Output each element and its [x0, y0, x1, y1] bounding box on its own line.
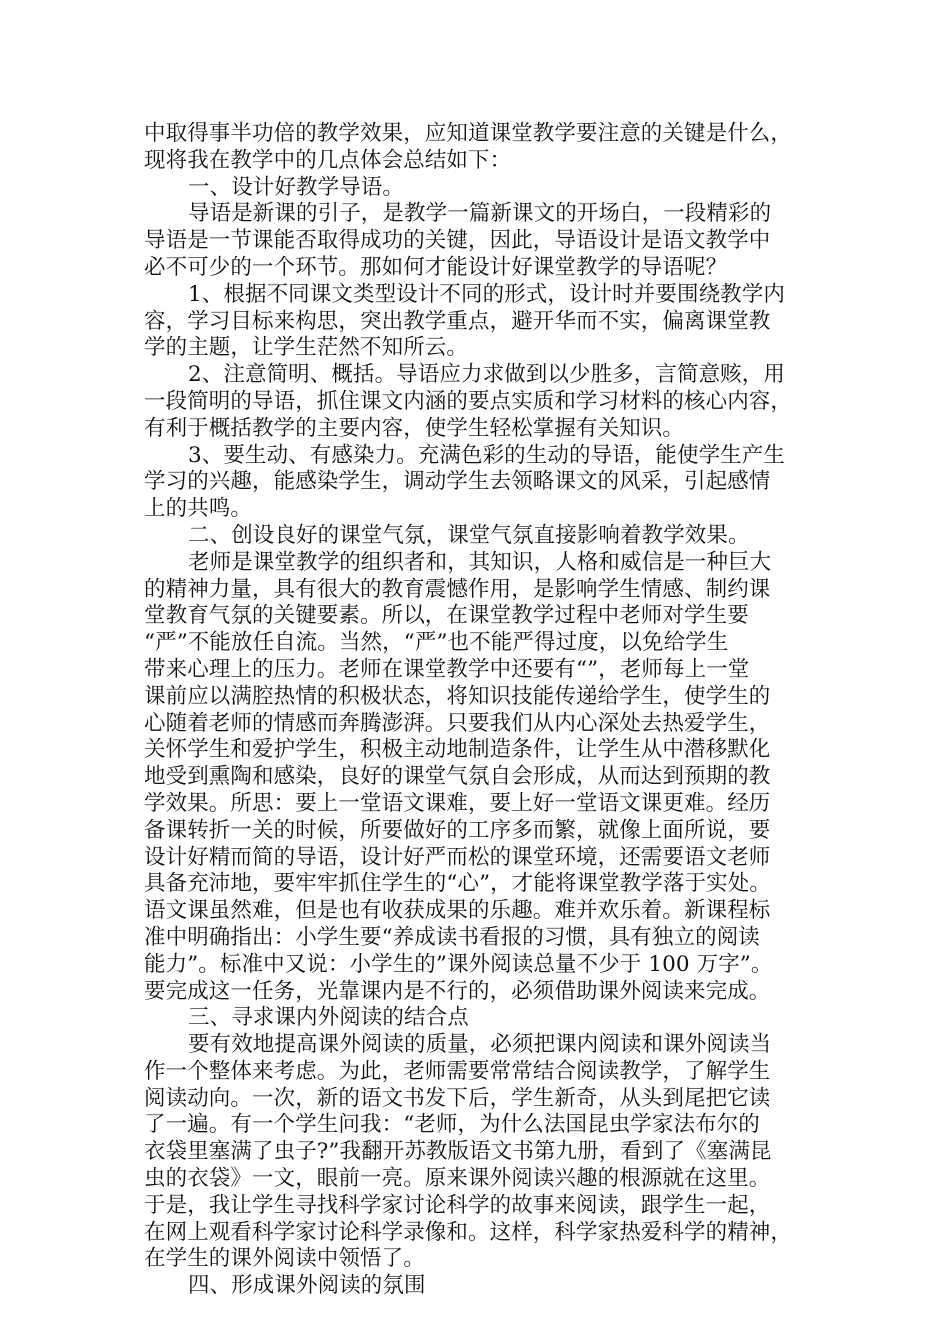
text-line: 有利于概括教学的主要内容，使学生轻松掌握有关知识。 — [144, 415, 685, 441]
text-line: 作一个整体来考虑。为此，老师需要常常结合阅读教学，了解学生 — [144, 1058, 771, 1084]
text-line: 现将我在教学中的几点体会总结如下： — [144, 147, 512, 173]
document-body — [144, 121, 824, 1300]
text-line: 堂教育气氛的关键要素。所以，在课堂教学过程中老师对学生要 — [144, 603, 749, 629]
text-line: 语文课虽然难，但是也有收获成果的乐趣。难并欢乐着。新课程标 — [144, 898, 771, 924]
text-line: 二、创设良好的课堂气氛，课堂气氛直接影响着教学效果。 — [188, 522, 750, 548]
text-line: 要完成这一任务，光靠课内是不行的，必须借助课外阅读来完成。 — [144, 978, 771, 1004]
text-line: 关怀学生和爱护学生，积极主动地制造条件，让学生从中潜移默化 — [144, 737, 771, 763]
text-line: 三、寻求课内外阅读的结合点 — [188, 1005, 469, 1031]
text-line: 设计好精而简的导语，设计好严而松的课堂环境，还需要语文老师 — [144, 844, 771, 870]
text-line: 上的共鸣。 — [144, 496, 253, 522]
text-line: 要有效地提高课外阅读的质量，必须把课内阅读和课外阅读当 — [188, 1032, 772, 1058]
text-line: 阅读动向。一次，新的语文书发下后，学生新奇，从头到尾把它读 — [144, 1085, 771, 1111]
text-line: 1、根据不同课文类型设计不同的形式，设计时并要围绕教学内 — [188, 281, 785, 307]
text-line: 了一遍。有一个学生问我：“老师，为什么法国昆虫学家法布尔的 — [144, 1112, 760, 1138]
text-line: 导语是一节课能否取得成功的关键，因此，导语设计是语文教学中 — [144, 228, 771, 254]
text-line: 学效果。所思：要上一堂语文课难，要上好一堂语文课更难。经历 — [144, 790, 771, 816]
text-line: 2、注意简明、概括。导语应力求做到以少胜多，言简意赅，用 — [188, 362, 785, 388]
text-line: 3、要生动、有感染力。充满色彩的生动的导语，能使学生产生 — [188, 442, 785, 468]
text-line: 在学生的课外阅读中领悟了。 — [144, 1246, 425, 1272]
text-line: 学习的兴趣，能感染学生，调动学生去领略课文的风采，引起感情 — [144, 469, 771, 495]
text-line: 容，学习目标来构思，突出教学重点，避开华而不实，偏离课堂教 — [144, 308, 771, 334]
text-line: 学的主题，让学生茫然不知所云。 — [144, 335, 469, 361]
text-line: 心随着老师的情感而奔腾澎湃。只要我们从内心深处去热爱学生， — [144, 710, 771, 736]
text-line: 在网上观看科学家讨论科学录像和。这样，科学家热爱科学的精神， — [144, 1219, 793, 1245]
text-line: 于是，我让学生寻找科学家讨论科学的故事来阅读，跟学生一起， — [144, 1192, 771, 1218]
text-line: 虫的衣袋》一文，眼前一亮。原来课外阅读兴趣的根源就在这里。 — [144, 1166, 771, 1192]
text-line: 具备充沛地，要牢牢抓住学生的“心”，才能将课堂教学落于实处。 — [144, 871, 771, 897]
text-line: 地受到熏陶和感染，良好的课堂气氛自会形成，从而达到预期的教 — [144, 764, 771, 790]
text-line: 的精神力量，具有很大的教育震憾作用，是影响学生情感、制约课 — [144, 576, 771, 602]
text-line: 课前应以满腔热情的积极状态，将知识技能传递给学生，使学生的 — [144, 683, 771, 709]
text-line: 衣袋里塞满了虫子?”我翻开苏教版语文书第九册，看到了《塞满昆 — [144, 1139, 772, 1165]
text-line: 一、设计好教学导语。 — [188, 174, 405, 200]
text-line: 老师是课堂教学的组织者和，其知识，人格和威信是一种巨大 — [188, 549, 772, 575]
text-line: 一段简明的导语，抓住课文内涵的要点实质和学习材料的核心内容， — [144, 388, 793, 414]
text-line: 导语是新课的引子，是教学一篇新课文的开场白，一段精彩的 — [188, 201, 772, 227]
text-line: 中取得事半功倍的教学效果，应知道课堂教学要注意的关键是什么， — [144, 121, 793, 146]
text-line: 准中明确指出：小学生要“养成读书看报的习惯，具有独立的阅读 — [144, 924, 760, 950]
text-line: 备课转折一关的时候，所要做好的工序多而繁，就像上面所说，要 — [144, 817, 771, 843]
text-line: 能力”。标准中又说：小学生的”课外阅读总量不少于 100 万字”。 — [144, 951, 773, 977]
text-line: “严”不能放任自流。当然，“严”也不能严得过度，以免给学生 — [144, 630, 729, 656]
text-line: 带来心理上的压力。老师在课堂教学中还要有“”，老师每上一堂 — [144, 656, 750, 682]
text-line: 必不可少的一个环节。那如何才能设计好课堂教学的导语呢？ — [144, 254, 728, 280]
text-line: 四、形成课外阅读的氛围 — [188, 1273, 426, 1299]
